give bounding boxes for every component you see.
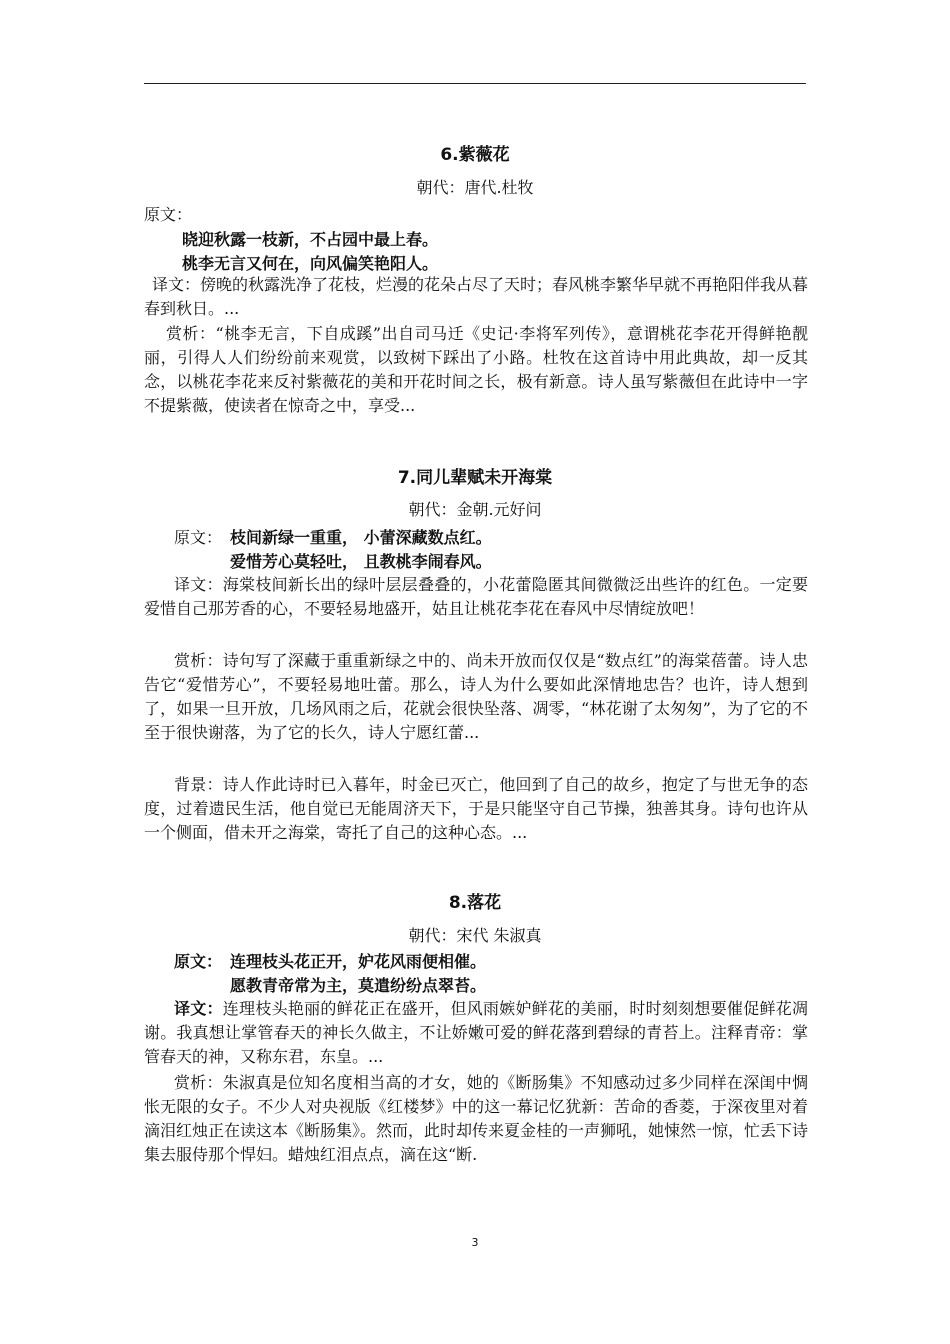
translation-text-8: 连理枝头艳丽的鲜花正在盛开，但风雨嫉妒鲜花的美丽，时时刻刻想要催促鲜花凋谢。我真想让掌管春天的神长久做主，不让娇嫩可爱的鲜花落到碧绿的青苔上。注释青帝：掌管春天的神，又称东君，东皇。...	[144, 999, 808, 1066]
original-label-8: 原文：	[174, 952, 223, 971]
section-title-6: 6.紫薇花	[440, 145, 510, 165]
background-7: 背景：诗人作此诗时已入暮年，时金已灭亡，他回到了自己的故乡，抱定了与世无争的态度，过着遗民生活，他自觉已无能周济天下，于是只能坚守自己节操，独善其身。诗句也许从一个侧面，借未开之海棠，寄托了自己的这种心态。...	[144, 775, 808, 842]
original-label-7: 原文：	[174, 528, 223, 547]
translation-8	[144, 997, 808, 1069]
verse-line-8-2: 愿教青帝常为主，莫遣纷纷点翠苔。	[230, 976, 487, 995]
section-dynasty-8: 朝代：宋代 朱淑真	[408, 926, 542, 945]
section-dynasty-6: 朝代：唐代.杜牧	[416, 178, 534, 197]
verse-line-8-1: 连理枝头花正开，妒花风雨便相催。	[230, 952, 487, 971]
verse-line-6-1: 晓迎秋露一枝新，不占园中最上春。	[182, 230, 439, 249]
appreciation-8: 赏析：朱淑真是位知名度相当高的才女，她的《断肠集》不知感动过多少同样在深闺中惆怅无限的女子。不少人对央视版《红楼梦》中的这一幕记忆犹新：苦命的香菱，于深夜里对着滴泪红烛正在读这本《断肠集》。然而，此时却传来夏金桂的一声狮吼，她悚然一惊，忙丢下诗集去服侍那个悍妇。蜡烛红泪点点，滴在这“断.	[144, 1073, 809, 1164]
appreciation-6: 赏析：“桃李无言，下自成蹊”出自司马迁《史记·李将军列传》，意谓桃花李花开得鲜艳靓丽，引得人人们纷纷前来观赏，以致树下踩出了小路。杜牧在这首诗中用此典故，却一反其念，以桃花李花来反衬紫薇花的美和开花时间之长，极有新意。诗人虽写紫薇但在此诗中一字不提紫薇，使读者在惊奇之中，享受...	[144, 324, 808, 415]
section-title-7: 7.同儿辈赋未开海棠	[397, 468, 553, 488]
section-dynasty-7: 朝代：金朝.元好问	[408, 500, 542, 519]
verse-line-7-1: 枝间新绿一重重， 小蕾深藏数点红。	[230, 528, 492, 547]
page-number: 3	[471, 1236, 479, 1249]
translation-label-8: 译文：	[174, 999, 223, 1018]
section-title-8: 8.落花	[448, 893, 502, 913]
original-label-6: 原文：	[144, 205, 193, 224]
translation-7: 译文：海棠枝间新长出的绿叶层层叠叠的，小花蕾隐匿其间微微泛出些许的红色。一定要爱惜自己那芳香的心，不要轻易地盛开，姑且让桃花李花在春风中尽情绽放吧！	[144, 575, 808, 618]
verse-line-7-2: 爱惜芳心莫轻吐， 且教桃李闹春风。	[230, 552, 492, 571]
verse-line-6-2: 桃李无言又何在，向风偏笑艳阳人。	[182, 254, 439, 273]
translation-6: 译文：傍晚的秋露洗净了花枝，烂漫的花朵占尽了天时；春风桃李繁华早就不再艳阳伴我从暮春到秋日。...	[144, 275, 809, 318]
appreciation-7: 赏析：诗句写了深藏于重重新绿之中的、尚未开放而仅仅是“数点红”的海棠蓓蕾。诗人忠告它“爱惜芳心”，不要轻易地吐蕾。那么，诗人为什么要如此深情地忠告？也许，诗人想到了，如果一旦开放，几场风雨之后，花就会很快坠落、凋零，“林花谢了太匆匆”，为了它的不至于很快谢落，为了它的长久，诗人宁愿红蕾...	[144, 651, 808, 742]
header-rule	[144, 83, 806, 84]
